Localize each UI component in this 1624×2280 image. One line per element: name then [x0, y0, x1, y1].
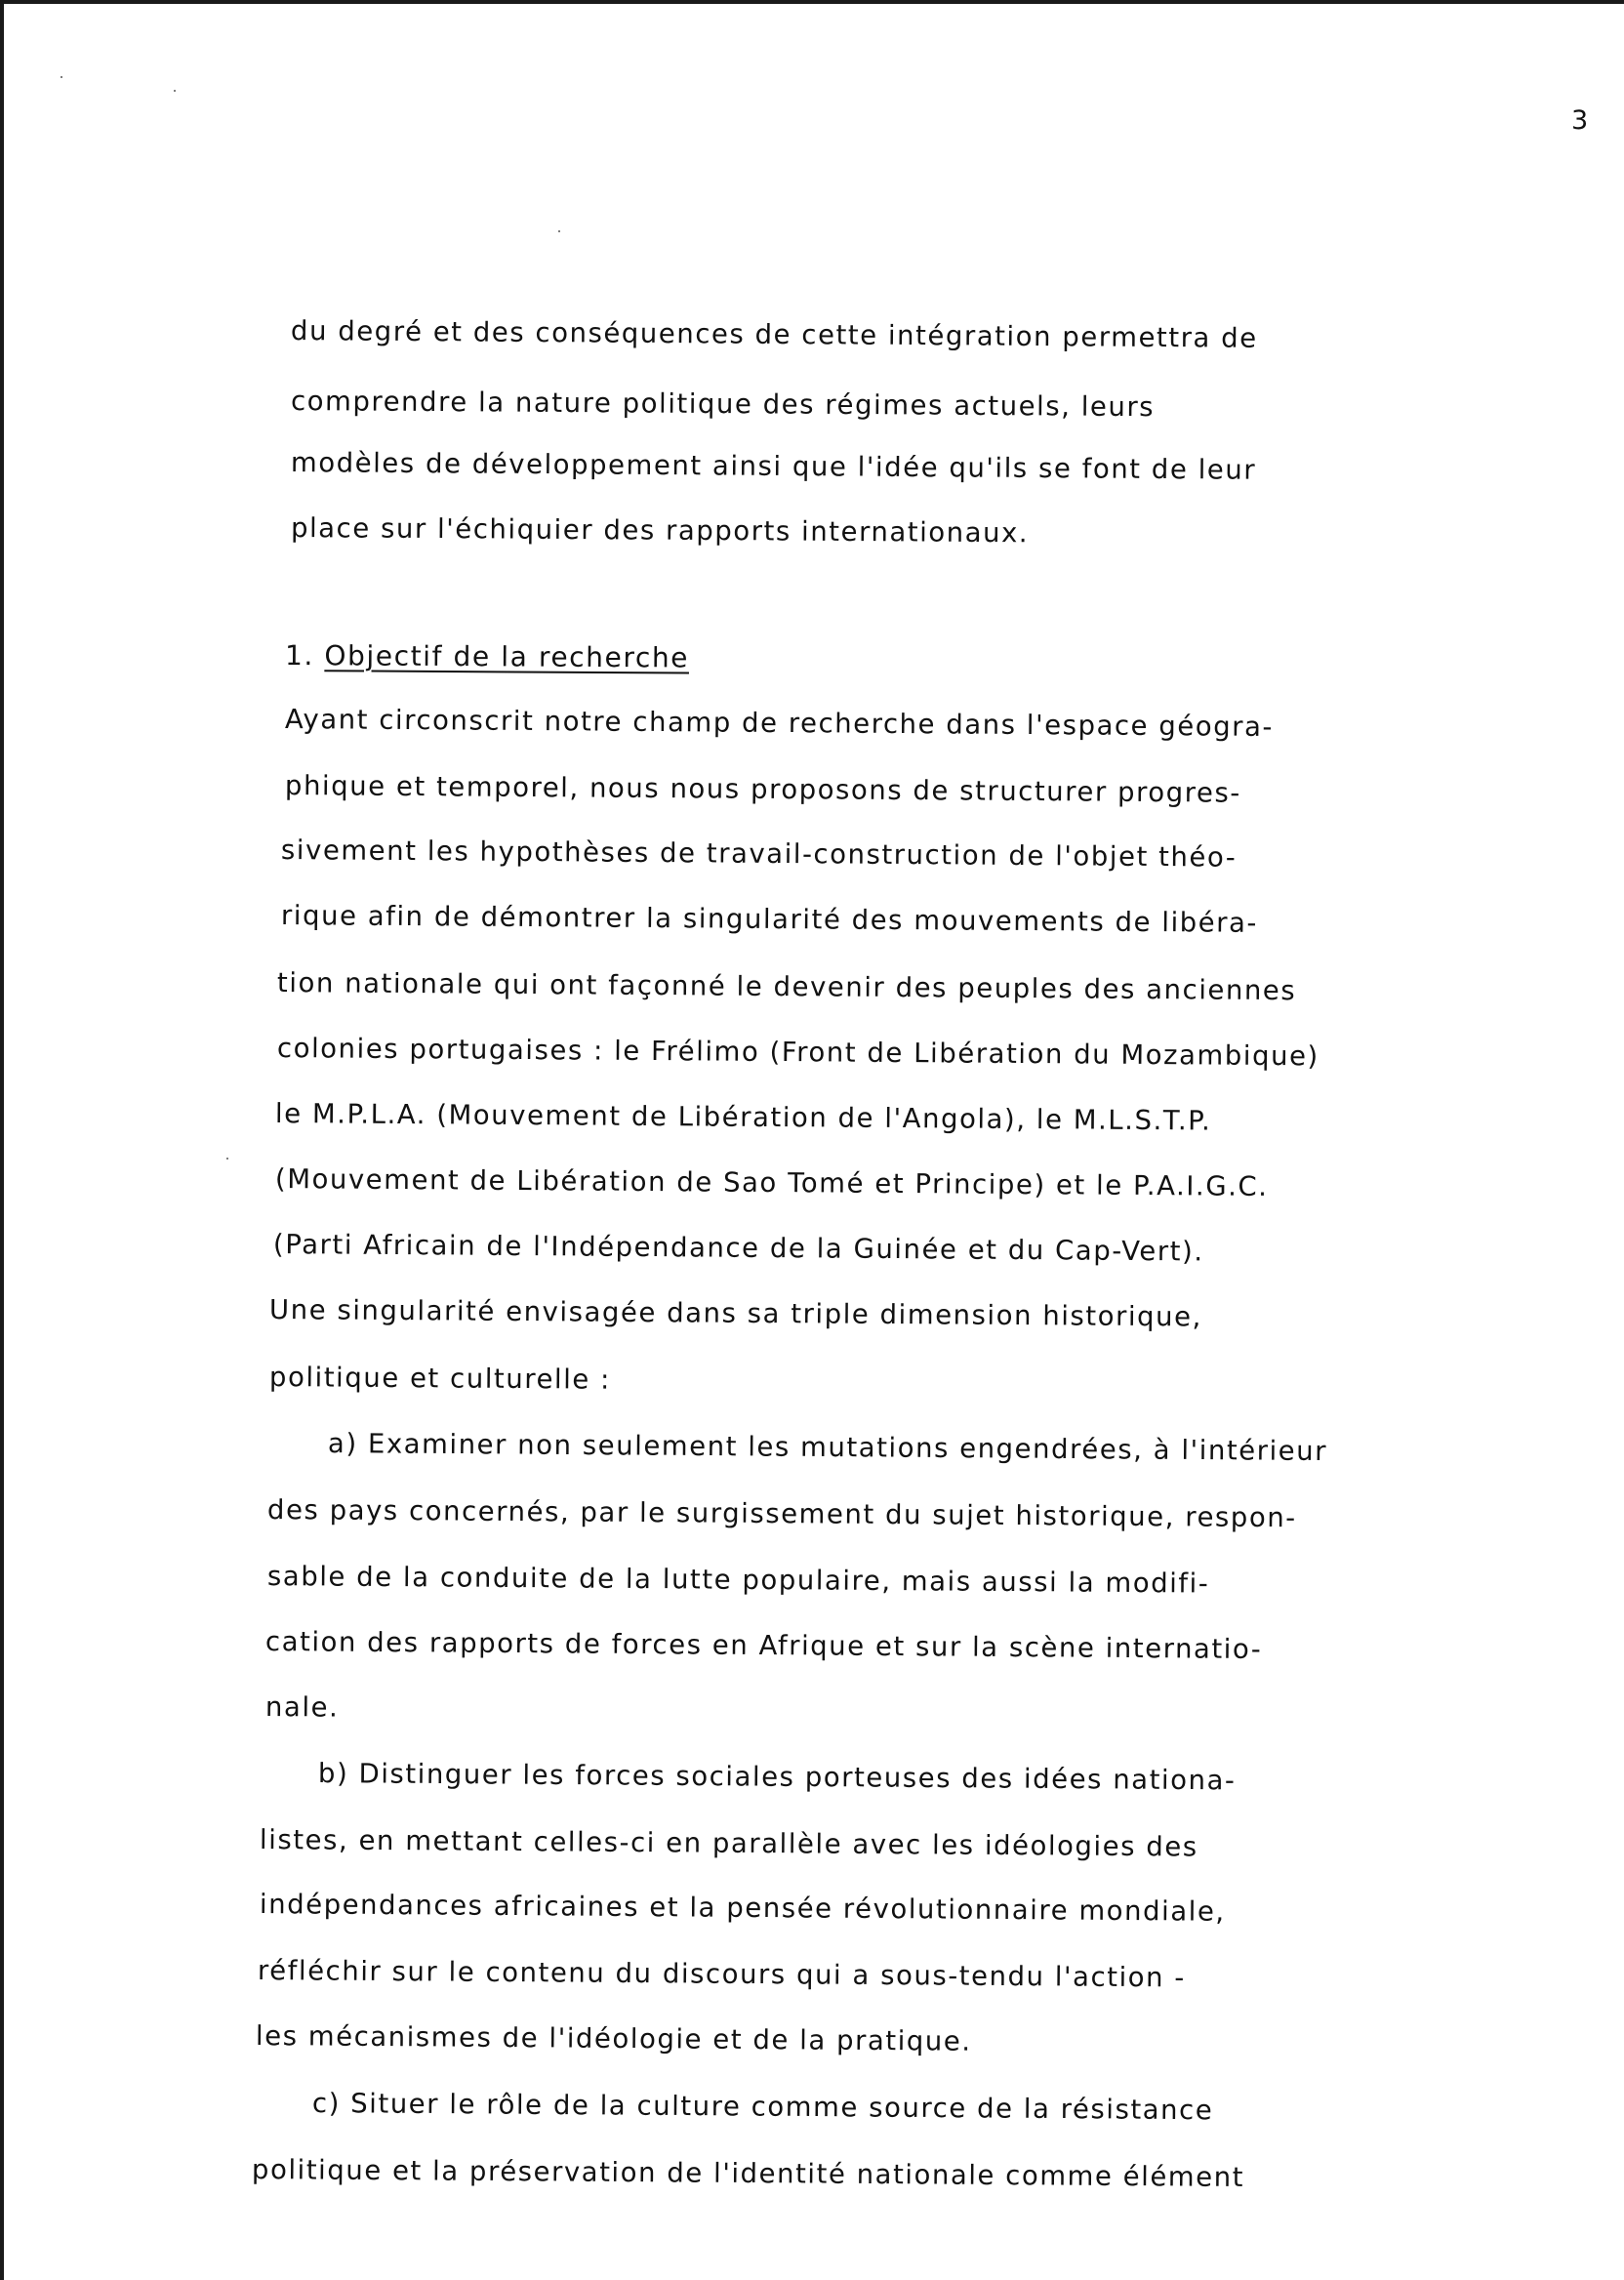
text-line: listes, en mettant celles-ci en parallèle avec les idéologies des — [259, 1824, 1198, 1863]
text-line: indépendances africaines et la pensée révolutionnaire mondiale, — [259, 1889, 1226, 1928]
text-line: les mécanismes de l'idéologie et de la pratique. — [255, 2020, 972, 2057]
scan-speck — [226, 1158, 228, 1160]
text-line: Ayant circonscrit notre champ de recherche dans l'espace géogra- — [284, 704, 1275, 743]
text-line: comprendre la nature politique des régimes actuels, leurs — [290, 386, 1156, 424]
text-line: modèles de développement ainsi que l'idée qu'ils se font de leur — [290, 447, 1257, 486]
text-line: politique et la préservation de l'identité nationale comme élément — [251, 2154, 1245, 2193]
section-number: 1. — [284, 639, 315, 672]
page-border-top — [0, 0, 1624, 4]
text-line: b) Distinguer les forces sociales porteuses des idées nationa- — [317, 1758, 1237, 1797]
text-line: c) Situer le rôle de la culture comme source de la résistance — [311, 2088, 1214, 2127]
scan-speck — [558, 230, 560, 232]
text-line: a) Examiner non seulement les mutations engendrées, à l'intérieur — [327, 1428, 1328, 1468]
text-line: rique afin de démontrer la singularité des mouvements de libéra- — [280, 900, 1259, 939]
scan-speck — [174, 90, 176, 92]
section-title: Objectif de la recherche — [324, 639, 690, 674]
page-border-left — [0, 0, 4, 2280]
text-line: colonies portugaises : le Frélimo (Front de Libération du Mozambique) — [276, 1033, 1320, 1073]
text-line: tion nationale qui ont façonné le devenir des peuples des anciennes — [276, 967, 1297, 1007]
text-line: politique et culturelle : — [268, 1362, 612, 1396]
scan-speck — [61, 76, 62, 78]
text-line: réfléchir sur le contenu du discours qui a sous-tendu l'action - — [257, 1955, 1186, 1994]
text-line: des pays concernés, par le surgissement du sujet historique, respon- — [266, 1494, 1297, 1534]
text-line: place sur l'échiquier des rapports internationaux. — [290, 512, 1030, 550]
text-line: Une singularité envisagée dans sa triple dimension historique, — [268, 1294, 1202, 1333]
text-line: le M.P.L.A. (Mouvement de Libération de l'Angola), le M.L.S.T.P. — [274, 1098, 1212, 1137]
page-number: 3 — [1571, 105, 1590, 136]
text-line: cation des rapports de forces en Afrique et sur la scène internatio- — [264, 1626, 1263, 1666]
text-line: sivement les hypothèses de travail-construction de l'objet théo- — [280, 835, 1238, 874]
text-line: (Mouvement de Libération de Sao Tomé et Principe) et le P.A.I.G.C. — [274, 1163, 1269, 1202]
text-line: nale. — [264, 1691, 340, 1724]
text-line: phique et temporel, nous nous proposons de structurer progres- — [284, 770, 1241, 809]
text-line: sable de la conduite de la lutte populaire, mais aussi la modifi- — [266, 1561, 1210, 1600]
text-line: du degré et des conséquences de cette intégration permettra de — [290, 315, 1258, 354]
section-heading — [284, 639, 690, 674]
text-line: (Parti Africain de l'Indépendance de la Guinée et du Cap-Vert). — [272, 1229, 1204, 1268]
